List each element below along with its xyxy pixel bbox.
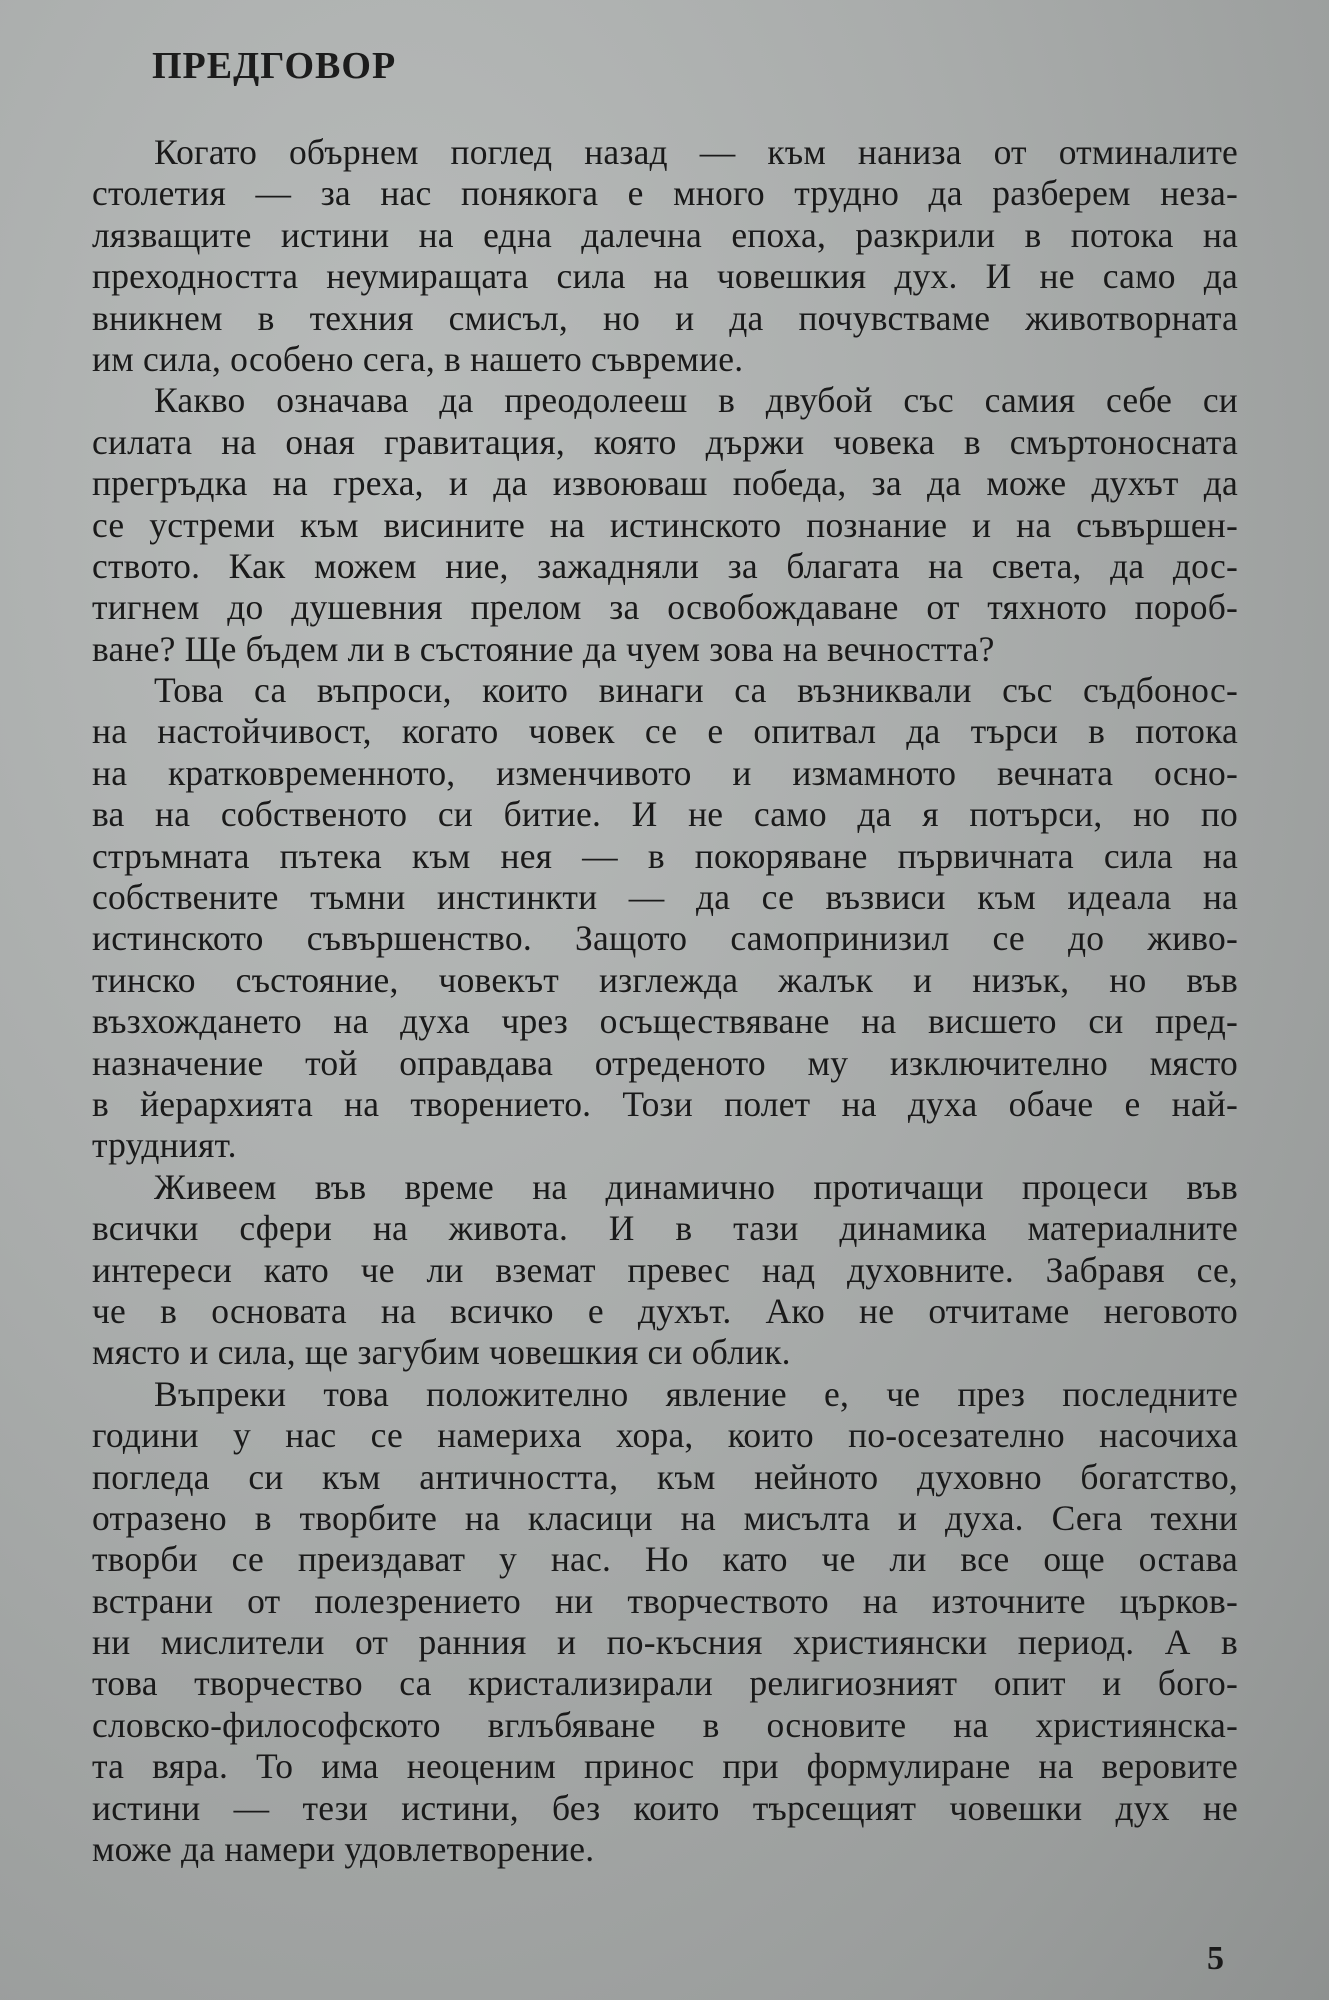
text-line: встрани от полезрението ни творчеството на източните църков- xyxy=(92,1580,1238,1621)
text-line: ни мислители от ранния и по-късния християнски период. А в xyxy=(92,1622,1238,1663)
paragraph xyxy=(92,1374,1238,1871)
text-line: на кратковременното, изменчивото и измамното вечната осно- xyxy=(92,752,1238,793)
text-line: може да намери удовлетворение. xyxy=(92,1829,595,1870)
text-line: им сила, особено сега, в нашето съвремие. xyxy=(92,338,744,379)
text-line: отразено в творбите на класици на мисълта и духа. Сега техни xyxy=(92,1497,1238,1538)
text-line: че в основата на всичко е духът. Ако не отчитаме неговото xyxy=(92,1290,1238,1331)
text-line: истини — тези истини, без които търсещият човешки дух не xyxy=(92,1787,1238,1828)
text-line: всички сфери на живота. И в тази динамика материалните xyxy=(92,1208,1238,1249)
text-line: ва на собственото си битие. И не само да я потърси, но по xyxy=(92,794,1238,835)
text-line: преходността неумиращата сила на човешкия дух. И не само да xyxy=(92,256,1238,297)
text-line: словско-философското вглъбяване в основите на християнска- xyxy=(92,1704,1238,1745)
text-line: столетия — за нас понякога е много трудно да разберем неза- xyxy=(92,173,1238,214)
text-line: тигнем до душевния прелом за освобождаване от тяхното пороб- xyxy=(92,587,1238,628)
text-line: Въпреки това положително явление е, че през последните xyxy=(154,1373,1238,1414)
text-line: Когато обърнем поглед назад — към наниза от отминалите xyxy=(154,132,1238,172)
text-line: трудният. xyxy=(92,1125,237,1166)
paragraph xyxy=(92,132,1238,380)
text-line: място и сила, ще загубим човешкия си облик. xyxy=(92,1332,791,1373)
chapter-title: ПРЕДГОВОР xyxy=(152,45,397,87)
text-line: ството. Как можем ние, зажадняли за благата на света, да дос- xyxy=(92,545,1238,586)
text-line: Това са въпроси, които винаги са възниквали със съдбонос- xyxy=(154,670,1238,711)
text-line: назначение той оправдава отреденото му изключително място xyxy=(92,1042,1238,1083)
text-line: в йерархията на творението. Този полет на духа обаче е най- xyxy=(92,1083,1238,1124)
paragraph xyxy=(92,380,1238,670)
paragraph xyxy=(92,1167,1238,1374)
text-line: стръмната пътека към нея — в покоряване първичната сила на xyxy=(92,835,1238,876)
text-line: прегръдка на греха, и да извоюваш победа, за да може духът да xyxy=(92,463,1238,504)
text-line: Живеем във време на динамично протичащи процеси във xyxy=(154,1166,1238,1207)
body-text xyxy=(92,132,1238,1870)
text-line: ване? Ще бъдем ли в състояние да чуем зова на вечността? xyxy=(92,628,995,669)
text-line: та вяра. То има неоценим принос при формулиране на веровите xyxy=(92,1746,1238,1787)
text-line: собствените тъмни инстинкти — да се възвиси към идеала на xyxy=(92,877,1238,918)
text-line: Какво означава да преодолееш в двубой със самия себе си xyxy=(154,380,1238,421)
text-line: се устреми към висините на истинското познание и на съвършен- xyxy=(92,504,1238,545)
text-line: интереси като че ли вземат превес над духовните. Забравя се, xyxy=(92,1249,1238,1290)
text-line: на настойчивост, когато човек се е опитвал да търси в потока xyxy=(92,711,1238,752)
text-line: възхождането на духа чрез осъществяване на висшето си пред- xyxy=(92,1001,1238,1042)
text-line: истинското съвършенство. Защото самопринизил се до живо- xyxy=(92,918,1238,959)
text-line: тинско състояние, човекът изглежда жалък и низък, но във xyxy=(92,959,1238,1000)
page-number: 5 xyxy=(1207,1940,1224,1977)
text-line: силата на оная гравитация, която държи човека в смъртоносната xyxy=(92,421,1238,462)
text-line: лязващите истини на една далечна епоха, разкрили в потока на xyxy=(92,214,1238,255)
text-line: творби се преиздават у нас. Но като че ли все още остава xyxy=(92,1539,1238,1580)
text-line: това творчество са кристализирали религиозният опит и бого- xyxy=(92,1663,1238,1704)
paragraph xyxy=(92,670,1238,1167)
text-line: погледа си към античността, към нейното духовно богатство, xyxy=(92,1456,1238,1497)
text-line: вникнем в техния смисъл, но и да почувстваме животворната xyxy=(92,297,1238,338)
text-line: години у нас се намериха хора, които по-осезателно насочиха xyxy=(92,1415,1238,1456)
